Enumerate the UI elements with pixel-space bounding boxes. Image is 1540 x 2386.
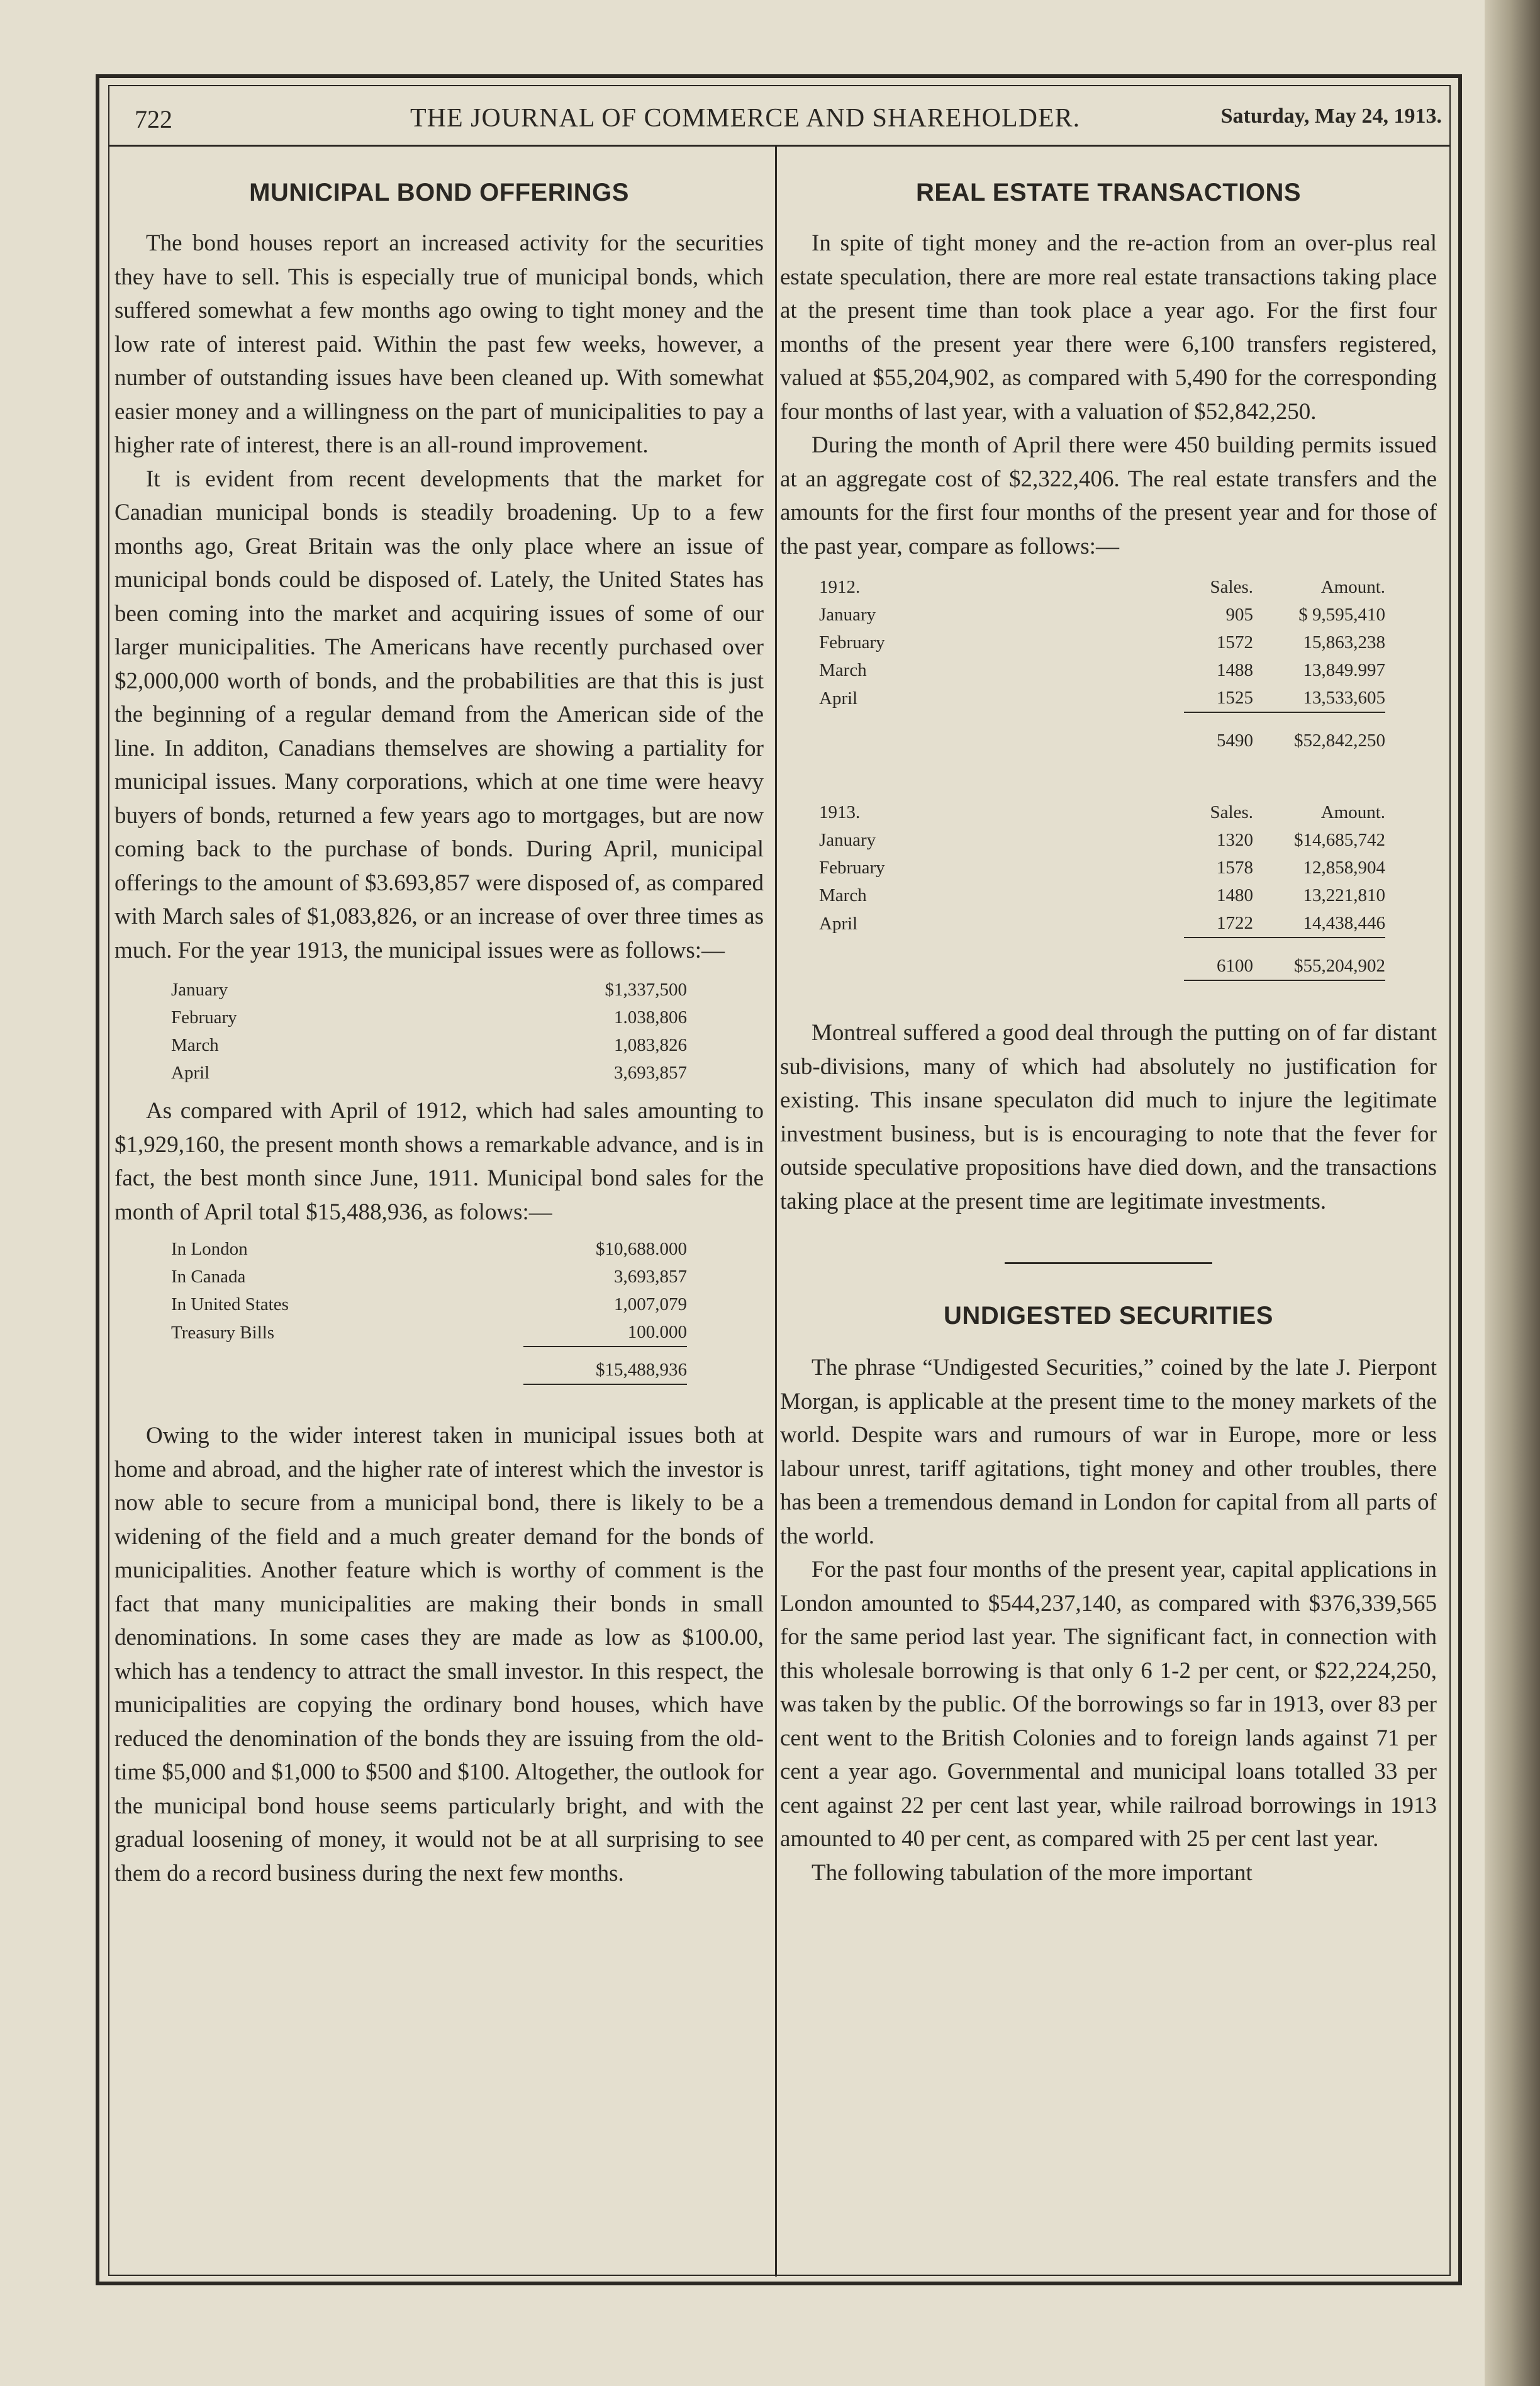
table-header-sales: Sales. bbox=[1210, 802, 1253, 822]
table-cell-month: January bbox=[171, 980, 228, 1000]
table-cell-amount: 14,438,446 bbox=[1303, 913, 1385, 933]
table-total-amount: $52,842,250 bbox=[1253, 712, 1385, 754]
table-row bbox=[171, 1318, 687, 1347]
table-total-amount: $55,204,902 bbox=[1253, 938, 1385, 980]
table-cell-value: $1,337,500 bbox=[605, 980, 687, 1000]
paragraph: The bond houses report an increased activity for the securities they have to sell. This is especially true of municipal bonds, which suffered somewhat a few months ago owing to tight money and the low rate of interest paid. Within the past few weeks, however, a number of outstanding issues have been cleaned up. With somewhat easier money and a willingness on the part of municipalities to pay a higher rate of interest, there is an all-round improvement. bbox=[114, 230, 764, 458]
table-total-sales: 6100 bbox=[1184, 938, 1253, 980]
table-cell-sales: 1722 bbox=[1217, 913, 1253, 933]
book-spine bbox=[1485, 0, 1540, 2386]
table-cell-sales: 1320 bbox=[1217, 830, 1253, 850]
table-cell-sales: 1488 bbox=[1217, 660, 1253, 680]
table-cell-month: April bbox=[819, 913, 858, 934]
table-total-sales: 5490 bbox=[1184, 712, 1253, 754]
right-column bbox=[780, 174, 1437, 1890]
table-cell-amount: $14,685,742 bbox=[1294, 830, 1385, 850]
table-cell-amount: 13,221,810 bbox=[1303, 885, 1385, 905]
table-cell-value: 1.038,806 bbox=[614, 1007, 687, 1028]
table-cell-amount: $ 9,595,410 bbox=[1298, 605, 1385, 625]
table-row bbox=[819, 601, 1385, 629]
table-header-row bbox=[819, 573, 1385, 601]
table-row bbox=[171, 1235, 687, 1263]
table-cell-month: February bbox=[819, 632, 885, 653]
table-cell-month: April bbox=[171, 1063, 210, 1083]
monthly-issues-table bbox=[171, 976, 687, 1087]
table-rule-row bbox=[171, 1384, 687, 1394]
table-cell-month: March bbox=[819, 885, 867, 905]
table-cell-value: 3,693,857 bbox=[614, 1267, 687, 1287]
paragraph: For the past four months of the present year, capital applications in London amounted to $544,237,140, as compared with $376,339,565 for the same period last year. The significant fact, in connection with this wholesale borrowing is that only 6 1-2 per cent, or $22,224,250, was taken by the public. Of the borrowings so far in 1913, over 83 per cent went to the British Colonies and to foreign lands against 71 per cent a year ago. Governmental and municipal loans totalled 33 per cent against 22 per cent last year, while railroad borrowings in 1913 amounted to 40 per cent, as compared with 25 per cent last year. bbox=[780, 1557, 1437, 1852]
table-cell-month: January bbox=[819, 605, 876, 625]
total-underline bbox=[1184, 980, 1253, 987]
table-row-total bbox=[819, 712, 1385, 754]
table-cell-market: Treasury Bills bbox=[171, 1322, 275, 1343]
table-header-amount: Amount. bbox=[1320, 802, 1385, 822]
table-cell-value: 100.000 bbox=[627, 1322, 687, 1342]
table-row bbox=[819, 656, 1385, 684]
table-cell-month: January bbox=[819, 830, 876, 850]
table-cell-amount: 13,533,605 bbox=[1303, 688, 1385, 708]
table-cell-value: 3,693,857 bbox=[614, 1063, 687, 1083]
table-cell-sales: 1572 bbox=[1217, 632, 1253, 653]
table-row bbox=[171, 1004, 687, 1031]
total-underline bbox=[523, 1384, 687, 1394]
running-header bbox=[108, 96, 1451, 141]
table-row bbox=[819, 882, 1385, 909]
page-number: 722 bbox=[135, 105, 172, 133]
table-year-label: 1913. bbox=[819, 802, 861, 822]
april-sales-by-market-table bbox=[171, 1235, 687, 1394]
issue-date: Saturday, May 24, 1913. bbox=[1220, 104, 1442, 128]
table-header-amount: Amount. bbox=[1320, 577, 1385, 597]
table-cell-amount: 15,863,238 bbox=[1303, 632, 1385, 653]
table-cell-market: In London bbox=[171, 1239, 248, 1259]
table-cell-month: February bbox=[819, 858, 885, 878]
table-cell-market: In United States bbox=[171, 1294, 289, 1314]
table-cell-sales: 1480 bbox=[1217, 885, 1253, 905]
table-row-total bbox=[171, 1347, 687, 1384]
column-divider bbox=[775, 146, 777, 2277]
table-row bbox=[171, 1291, 687, 1318]
table-cell-value: $10,688.000 bbox=[596, 1239, 687, 1259]
paragraph: In spite of tight money and the re-action from an over-plus real estate speculation, there are more real estate transactions taking place at the present time than took place a year ago. For the first four months of the present year there were 6,100 transfers registered, valued at $55,204,902, as compared with 5,490 for the corresponding four months of last year, with a valuation of $52,842,250. bbox=[780, 230, 1437, 425]
table-row bbox=[819, 826, 1385, 854]
table-cell-market: In Canada bbox=[171, 1267, 246, 1287]
paragraph: Owing to the wider interest taken in municipal issues both at home and abroad, and the higher rate of interest which the investor is now able to secure from a municipal bond, there is likely to be a widening of the field and a much greater demand for the bonds of municipalities. Another feature which is worthy of comment is the fact that many municipalities are making their bonds in small denominations. In some cases they are made as low as $100.00, which has a tendency to attract the small investor. In this respect, the municipalities are copying the ordinary bond houses, which have reduced the denomination of the bonds they are issuing from the old-time $5,000 and $1,000 to $500 and $100. Altogether, the outlook for the municipal bond house seems particularly bright, and with the gradual loosening of money, it would not be at all surprising to see them do a record business during the next few months. bbox=[114, 1423, 764, 1886]
table-row-total bbox=[819, 938, 1385, 980]
table-cell-sales: 905 bbox=[1225, 605, 1253, 625]
article-title-municipal-bonds: MUNICIPAL BOND OFFERINGS bbox=[249, 179, 629, 206]
paragraph: It is evident from recent developments that the market for Canadian municipal bonds is steadily broadening. Up to a few months ago, Great Britain was the only place where an issue of municipal bonds could be disposed of. Lately, the United States has been coming into the market and acquiring issues of some of our larger municipalities. The Americans have recently purchased over $2,000,000 worth of bonds, and the probabilities are that this is just the beginning of a regular demand from the American side of the line. In additon, Canadians themselves are showing a partiality for municipal issues. Many corporations, which at one time were heavy buyers of bonds, returned a few years ago to mortgages, but are now coming back to the purchase of bonds. During April, municipal offerings to the amount of $3.693,857 were disposed of, as compared with March sales of $1,083,826, or an increase of over three times as much. For the year 1913, the municipal issues were as follows:— bbox=[114, 466, 764, 963]
header-rule bbox=[108, 145, 1451, 147]
table-cell-sales: 1525 bbox=[1217, 688, 1253, 708]
paragraph: During the month of April there were 450 building permits issued at an aggregate cost of $2,322,406. The real estate transfers and the amounts for the first four months of the present year and for those of the past year, compare as follows:— bbox=[780, 432, 1437, 559]
table-cell-amount: 13,849.997 bbox=[1303, 660, 1385, 680]
table-year-label: 1912. bbox=[819, 577, 861, 597]
paragraph: As compared with April of 1912, which had sales amounting to $1,929,160, the present month shows a remarkable advance, and is in fact, the best month since June, 1911. Municipal bond sales for the month of April total $15,488,936, as folows:— bbox=[114, 1098, 764, 1225]
table-row bbox=[171, 1031, 687, 1059]
article-title-undigested-securities: UNDIGESTED SECURITIES bbox=[944, 1302, 1273, 1330]
total-underline bbox=[1253, 980, 1385, 987]
table-cell-total: $15,488,936 bbox=[523, 1347, 687, 1384]
journal-title: THE JOURNAL OF COMMERCE AND SHAREHOLDER. bbox=[410, 104, 1081, 133]
table-cell-value: 1,083,826 bbox=[614, 1035, 687, 1055]
paragraph: Montreal suffered a good deal through the putting on of far distant sub-divisions, many of which had absolutely no justification for existing. This insane speculaton did much to injure the legitimate investment business, but is is encouraging to note that the fever for outside speculative propositions have died down, and the transactions taking place at the present time are legitimate investments. bbox=[780, 1020, 1437, 1214]
table-row bbox=[171, 1059, 687, 1087]
table-cell-month: March bbox=[171, 1035, 219, 1055]
table-header-sales: Sales. bbox=[1210, 577, 1253, 597]
table-cell-month: February bbox=[171, 1007, 237, 1028]
table-row bbox=[819, 684, 1385, 712]
table-cell-month: April bbox=[819, 688, 858, 709]
table-cell-sales: 1578 bbox=[1217, 858, 1253, 878]
table-row bbox=[819, 909, 1385, 938]
article-title-real-estate: REAL ESTATE TRANSACTIONS bbox=[915, 179, 1302, 206]
transfers-1913-table bbox=[819, 798, 1385, 987]
left-column bbox=[114, 174, 764, 1890]
table-rule-row bbox=[819, 980, 1385, 987]
paragraph: The phrase “Undigested Securities,” coined by the late J. Pierpont Morgan, is applicable at the present time to the money markets of the world. Despite wars and rumours of war in Europe, more or less labour unrest, tariff agitations, tight money and other troubles, there has been a tremendous demand in London for capital from all parts of the world. bbox=[780, 1355, 1437, 1549]
paragraph: The following tabulation of the more important bbox=[812, 1859, 1253, 1886]
table-row bbox=[819, 629, 1385, 656]
section-separator bbox=[1005, 1262, 1212, 1264]
table-header-row bbox=[819, 798, 1385, 826]
table-cell-amount: 12,858,904 bbox=[1303, 858, 1385, 878]
table-row bbox=[171, 976, 687, 1004]
transfers-1912-table bbox=[819, 573, 1385, 754]
table-cell-value: 1,007,079 bbox=[614, 1294, 687, 1314]
table-row bbox=[171, 1263, 687, 1291]
table-cell-month: March bbox=[819, 660, 867, 680]
table-row bbox=[819, 854, 1385, 882]
